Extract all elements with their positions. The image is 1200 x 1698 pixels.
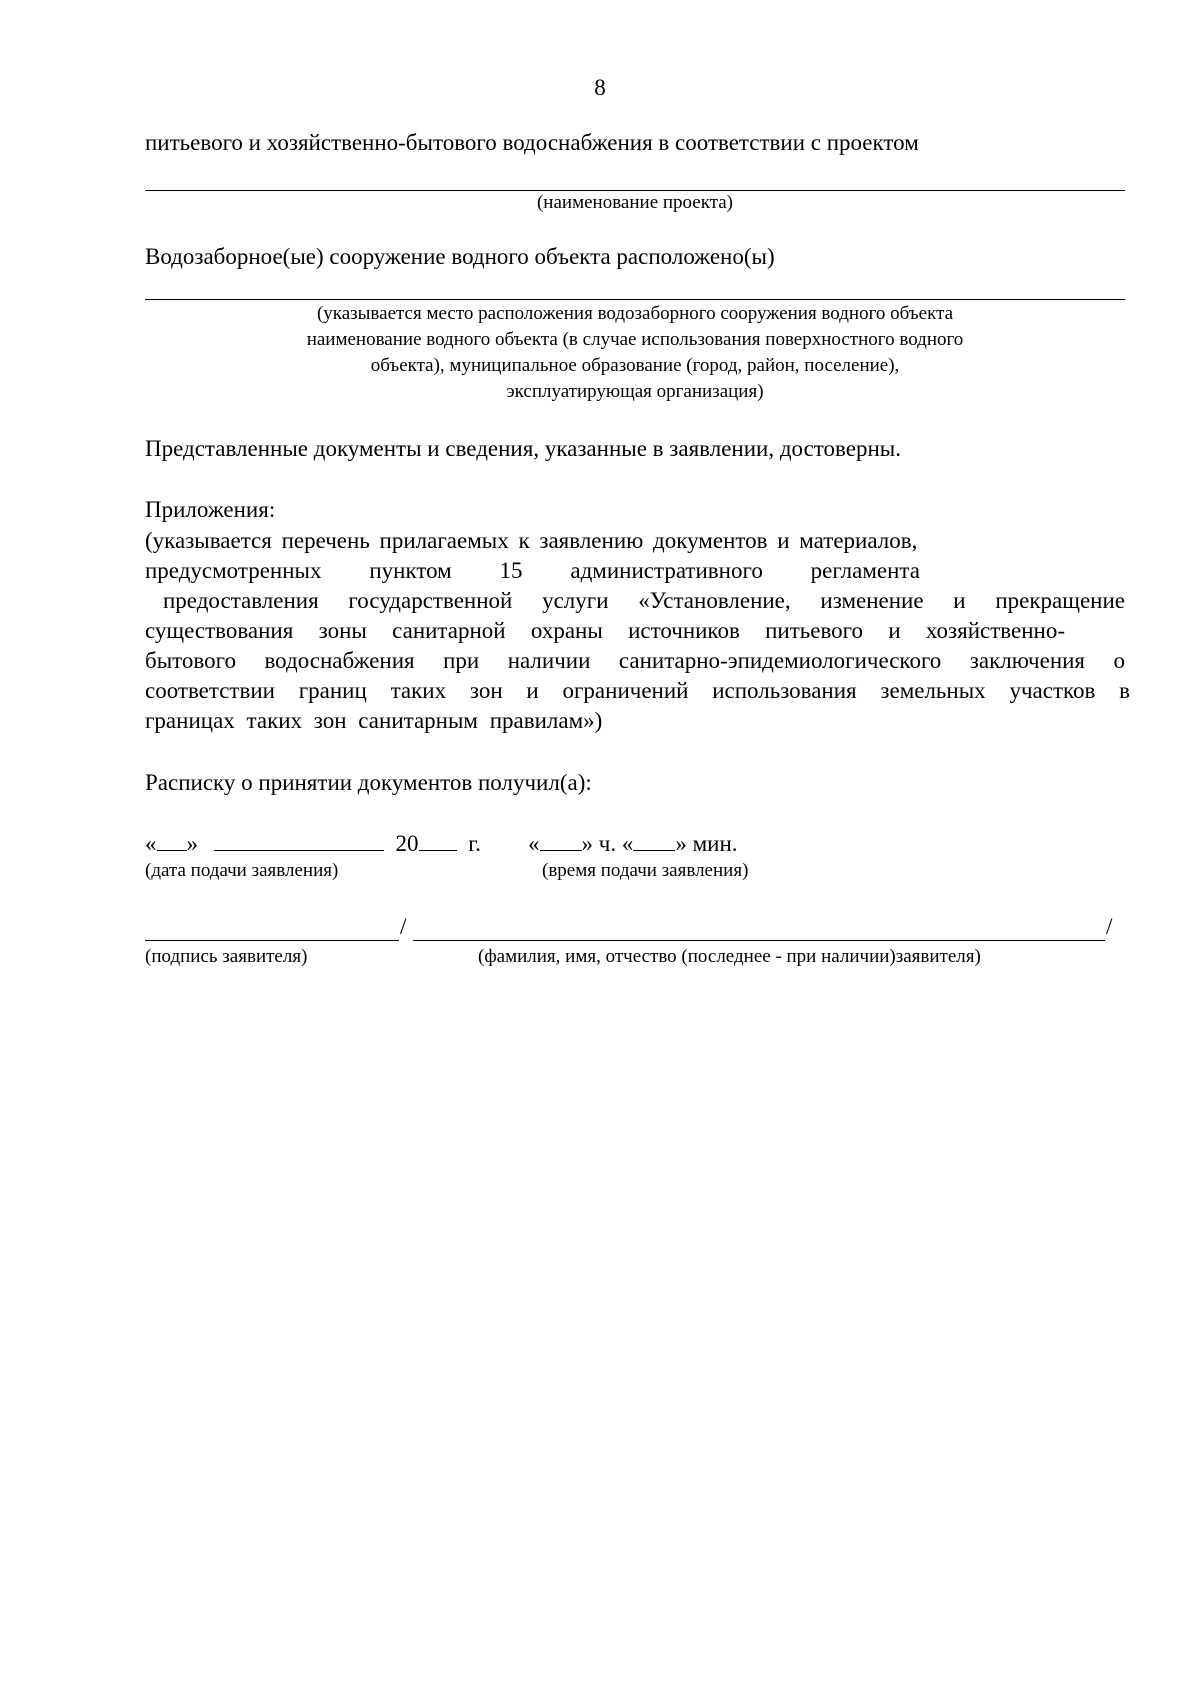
attachments-line-7: границах таких зон санитарным правилам») bbox=[145, 708, 603, 733]
intake-caption bbox=[145, 301, 1125, 405]
attachments-line-2 bbox=[145, 556, 920, 586]
receipt-line: Расписку о принятии документов получил(а): bbox=[145, 770, 592, 795]
name-caption: (фамилия, имя, отчество (последнее - при наличии)заявителя) bbox=[478, 946, 981, 967]
intake-caption-line-2: наименование водного объекта (в случае использования поверхностного водного bbox=[306, 329, 964, 350]
page-number: 8 bbox=[594, 75, 606, 100]
attachments-word-5: регламента bbox=[810, 558, 920, 583]
attachments-line-4: существования зоны санитарной охраны источников питьевого и хозяйственно- bbox=[145, 618, 1065, 643]
project-caption: (наименование проекта) bbox=[536, 192, 733, 213]
attachments-word-1: предусмотренных bbox=[145, 558, 322, 583]
intake-caption-line-4: эксплуатирующая организация) bbox=[506, 381, 764, 402]
intake-location-line bbox=[145, 299, 1125, 300]
signature-slash-1: / bbox=[400, 914, 407, 939]
intro-line: питьевого и хозяйственно-бытового водоснабжения в соответствии с проектом bbox=[145, 130, 919, 155]
date-caption: (дата подачи заявления) bbox=[145, 860, 339, 881]
attachments-word-4: административного bbox=[570, 558, 763, 583]
attachments-line-1: (указывается перечень прилагаемых к заявлению документов и материалов, bbox=[145, 528, 918, 553]
intake-line: Водозаборное(ые) сооружение водного объекта расположено(ы) bbox=[145, 244, 775, 269]
date-close-quote: » bbox=[186, 831, 198, 856]
attachments-line-3: предоставления государственной услуги «Установление, изменение и прекращение bbox=[163, 588, 1125, 613]
name-line[interactable] bbox=[413, 940, 1105, 941]
signature-caption: (подпись заявителя) bbox=[145, 946, 308, 967]
time-caption: (время подачи заявления) bbox=[542, 860, 749, 881]
date-open-quote: « bbox=[145, 831, 157, 856]
year-prefix: 20 bbox=[395, 831, 419, 856]
reliable-statement: Представленные документы и сведения, указанные в заявлении, достоверны. bbox=[145, 436, 902, 461]
hours-field[interactable] bbox=[540, 828, 582, 851]
signature-slash-2: / bbox=[1106, 914, 1113, 939]
year-suffix: г. bbox=[468, 831, 481, 856]
attachments-word-2: пунктом bbox=[369, 558, 452, 583]
hours-label: » ч. « bbox=[581, 831, 634, 856]
minutes-label: » мин. bbox=[675, 831, 738, 856]
intake-caption-line-3: объекта), муниципальное образование (город, район, поселение), bbox=[370, 355, 900, 376]
attachments-line-5: бытового водоснабжения при наличии санитарно-эпидемиологического заключения о bbox=[145, 648, 1125, 673]
intake-caption-line-1: (указывается место расположения водозаборного сооружения водного объекта bbox=[316, 303, 954, 324]
signature-line[interactable] bbox=[145, 940, 399, 941]
date-row bbox=[145, 828, 481, 859]
time-open-quote: « bbox=[528, 831, 540, 856]
day-field[interactable] bbox=[157, 828, 187, 851]
attachments-line-6: соответствии границ таких зон и ограничений использования земельных участков в bbox=[145, 678, 1130, 703]
attachments-heading: Приложения: bbox=[145, 497, 276, 522]
minutes-field[interactable] bbox=[633, 828, 675, 851]
time-row bbox=[528, 828, 738, 859]
attachments-word-3: 15 bbox=[499, 558, 523, 583]
month-field[interactable] bbox=[214, 828, 384, 851]
year-field[interactable] bbox=[419, 828, 457, 851]
